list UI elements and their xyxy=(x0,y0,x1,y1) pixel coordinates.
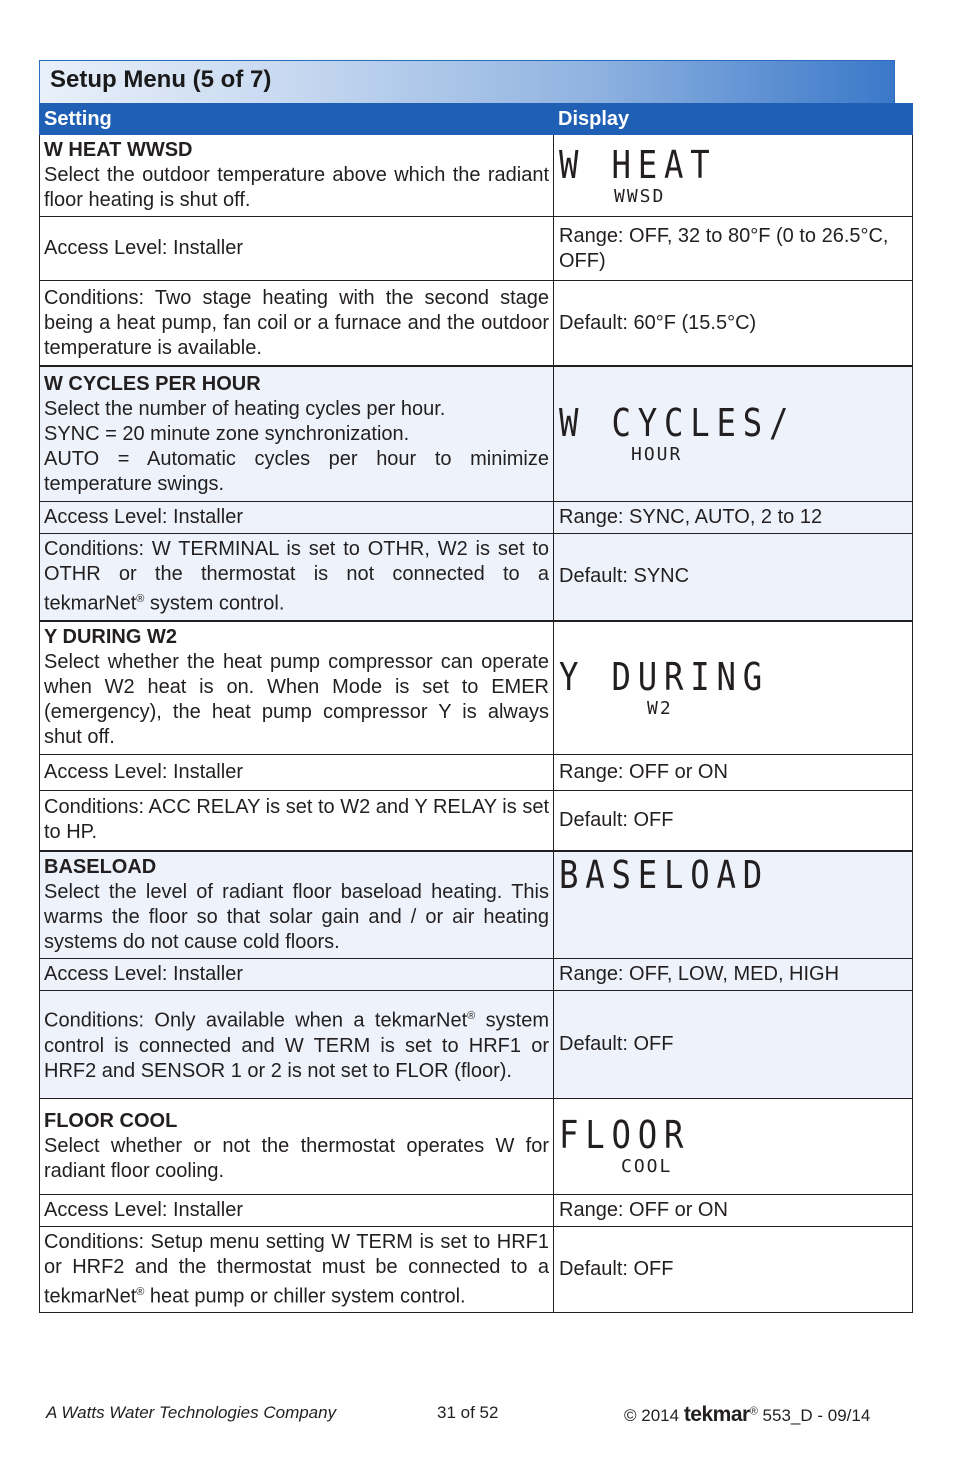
default-value: Default: SYNC xyxy=(554,534,913,621)
setting-description: SYNC = 20 minute zone synchronization. xyxy=(44,422,410,445)
registered-mark: ® xyxy=(749,1405,758,1418)
lcd-main-text: BASELOAD xyxy=(559,852,769,897)
lcd-main-text: W HEAT xyxy=(559,142,717,187)
conditions: Conditions: Two stage heating with the second stage being a heat pump, fan coil or a furnace and the outdoor temperature is available. xyxy=(40,281,554,367)
range: Range: OFF or ON xyxy=(554,1194,913,1226)
setting-description: Select the level of radiant floor baseload heating. This warms the floor so that solar gain and / or air heating systems do not cause cold floors. xyxy=(44,880,549,953)
lcd-display xyxy=(554,851,913,959)
conditions-text: Conditions: W TERMINAL is set to OTHR, W2 is set to OTHR or the thermostat is not connected to a tekmarNet xyxy=(44,538,549,615)
conditions-text-tail: system control is connected and W TERM is set to HRF1 or HRF2 and SENSOR 1 or 2 is not set to FLOR (floor). xyxy=(44,1009,549,1082)
setting-description: Select whether the heat pump compressor can operate when W2 heat is on. When Mode is set to EMER (emergency), the heat pump compressor Y is always shut off. xyxy=(44,651,549,749)
conditions xyxy=(40,990,554,1098)
table-row xyxy=(40,754,913,790)
footer-company: A Watts Water Technologies Company xyxy=(46,1403,337,1422)
conditions xyxy=(40,1226,554,1313)
setting-cell xyxy=(40,851,554,959)
lcd-display xyxy=(554,1098,913,1194)
header-display: Display xyxy=(554,104,913,135)
lcd-sub-text: WWSD xyxy=(614,185,666,207)
page-number: 31 of 52 xyxy=(437,1403,499,1422)
table-row xyxy=(40,502,913,534)
table-row xyxy=(40,217,913,281)
lcd-display xyxy=(554,621,913,755)
copyright-text: © 2014 xyxy=(624,1406,680,1425)
conditions: Conditions: ACC RELAY is set to W2 and Y RELAY is set to HP. xyxy=(40,790,554,851)
setting-name: W CYCLES PER HOUR xyxy=(44,372,261,395)
conditions xyxy=(40,534,554,621)
setting-description: Select the number of heating cycles per hour. xyxy=(44,397,446,420)
table-row xyxy=(40,621,913,755)
conditions-text-tail: system control. xyxy=(144,592,285,615)
table-row xyxy=(40,790,913,851)
setting-cell xyxy=(40,621,554,755)
table-row xyxy=(40,1098,913,1194)
conditions-text-tail: heat pump or chiller system control. xyxy=(144,1285,466,1308)
access-level: Access Level: Installer xyxy=(40,217,554,281)
footer-copyright xyxy=(624,1403,870,1427)
default-value: Default: OFF xyxy=(554,990,913,1098)
lcd-sub-text: COOL xyxy=(621,1156,673,1178)
table-row xyxy=(40,851,913,959)
conditions-text: Conditions: Only available when a tekmarNet xyxy=(44,1009,468,1032)
lcd-display xyxy=(554,366,913,502)
setting-cell xyxy=(40,135,554,217)
range: Range: OFF or ON xyxy=(554,754,913,790)
table-row xyxy=(40,135,913,217)
table-row xyxy=(40,534,913,621)
lcd-main-text: Y DURING xyxy=(559,654,769,699)
setting-name: FLOOR COOL xyxy=(44,1109,178,1132)
table-row xyxy=(40,1226,913,1313)
setup-menu-table xyxy=(39,60,895,1313)
table-row xyxy=(40,958,913,990)
settings-table xyxy=(39,103,913,1313)
range: Range: OFF, 32 to 80°F (0 to 26.5°C, OFF) xyxy=(554,217,913,281)
default-value: Default: 60°F (15.5°C) xyxy=(554,281,913,367)
conditions-text: Conditions: Setup menu setting W TERM is set to HRF1 or HRF2 and the thermostat must be connected to a tekmarNet xyxy=(44,1230,549,1308)
table-title: Setup Menu (5 of 7) xyxy=(39,60,895,103)
registered-mark: ® xyxy=(467,1010,476,1023)
lcd-sub-text: W2 xyxy=(647,697,673,719)
lcd-main-text: W CYCLES/ xyxy=(559,401,796,445)
setting-cell xyxy=(40,1098,554,1194)
default-value: Default: OFF xyxy=(554,790,913,851)
access-level: Access Level: Installer xyxy=(40,502,554,534)
registered-mark: ® xyxy=(136,1285,145,1298)
table-row xyxy=(40,1194,913,1226)
table-row xyxy=(40,366,913,502)
range: Range: OFF, LOW, MED, HIGH xyxy=(554,958,913,990)
lcd-main-text: FLOOR xyxy=(559,1113,691,1158)
header-row xyxy=(40,104,913,135)
access-level: Access Level: Installer xyxy=(40,754,554,790)
range: Range: SYNC, AUTO, 2 to 12 xyxy=(554,502,913,534)
document-code: 553_D - 09/14 xyxy=(762,1406,871,1425)
setting-description: Select the outdoor temperature above which the radiant floor heating is shut off. xyxy=(44,164,549,211)
setting-description: AUTO = Automatic cycles per hour to minimize temperature swings. xyxy=(44,447,549,495)
setting-description: Select whether or not the thermostat operates W for radiant floor cooling. xyxy=(44,1134,549,1182)
brand-logo: tekmar xyxy=(683,1403,750,1426)
lcd-sub-text: HOUR xyxy=(631,444,683,465)
header-setting: Setting xyxy=(40,104,554,135)
registered-mark: ® xyxy=(136,593,145,605)
default-value: Default: OFF xyxy=(554,1226,913,1313)
setting-cell xyxy=(40,366,554,502)
table-row xyxy=(40,990,913,1098)
access-level: Access Level: Installer xyxy=(40,958,554,990)
setting-name: BASELOAD xyxy=(44,855,157,878)
access-level: Access Level: Installer xyxy=(40,1194,554,1226)
lcd-display xyxy=(554,135,913,217)
setting-name: W HEAT WWSD xyxy=(44,139,193,161)
table-row xyxy=(40,281,913,367)
setting-name: Y DURING W2 xyxy=(44,626,177,649)
